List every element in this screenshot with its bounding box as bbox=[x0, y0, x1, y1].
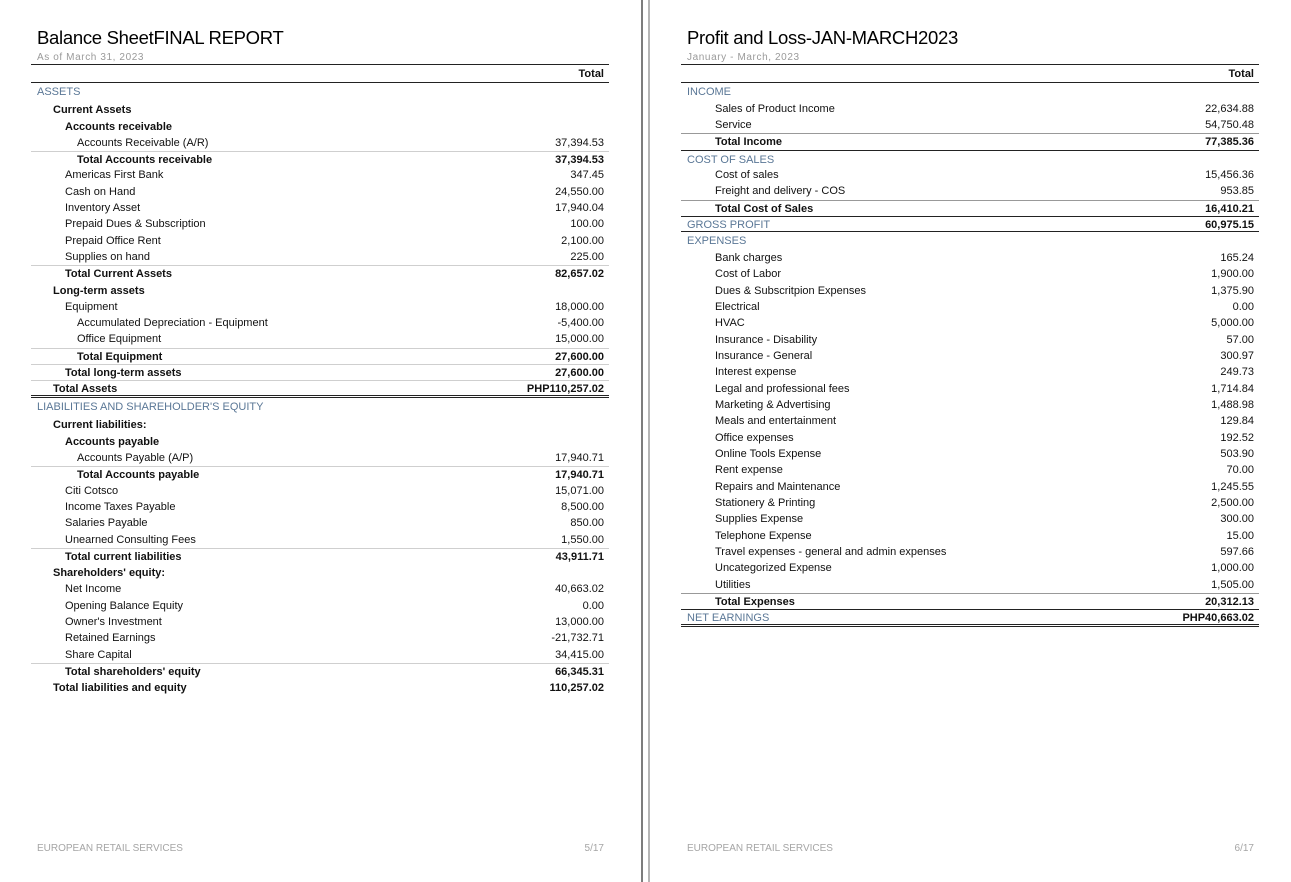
report-row bbox=[31, 532, 609, 548]
report-row bbox=[681, 430, 1259, 446]
report-row bbox=[31, 564, 609, 581]
report-row bbox=[31, 216, 609, 232]
row-amount: 0.00 bbox=[582, 599, 604, 612]
row-label: Inventory Asset bbox=[65, 201, 141, 214]
report-row bbox=[681, 83, 1259, 101]
row-label: Total Income bbox=[715, 136, 783, 149]
row-amount: 225.00 bbox=[570, 250, 604, 263]
row-label: Insurance - General bbox=[715, 349, 813, 362]
row-amount: 110,257.02 bbox=[549, 682, 604, 695]
row-label: Accounts Payable (A/P) bbox=[77, 451, 194, 464]
report-row bbox=[31, 299, 609, 315]
report-row bbox=[31, 282, 609, 299]
report-row bbox=[31, 315, 609, 331]
row-label: Cash on Hand bbox=[65, 185, 136, 198]
footer-page-number: 6/17 bbox=[1234, 843, 1254, 854]
row-amount: 1,900.00 bbox=[1211, 268, 1254, 281]
report-row bbox=[31, 151, 609, 167]
report-row bbox=[681, 462, 1259, 478]
report-row bbox=[681, 446, 1259, 462]
row-label: Prepaid Dues & Subscription bbox=[65, 218, 206, 231]
row-label: Shareholders' equity: bbox=[53, 567, 166, 580]
row-label: Total Equipment bbox=[77, 350, 163, 363]
report-row bbox=[31, 364, 609, 380]
report-row bbox=[681, 167, 1259, 183]
report-row bbox=[31, 499, 609, 515]
row-amount: 249.73 bbox=[1220, 366, 1254, 379]
row-amount: 2,100.00 bbox=[561, 234, 604, 247]
row-label: Dues & Subscritpion Expenses bbox=[715, 284, 867, 297]
profit-loss-rows bbox=[681, 83, 1259, 627]
report-row bbox=[31, 265, 609, 281]
report-row bbox=[31, 348, 609, 364]
report-row bbox=[681, 266, 1259, 282]
report-row bbox=[31, 483, 609, 499]
row-amount: 66,345.31 bbox=[555, 665, 604, 678]
row-amount: 22,634.88 bbox=[1205, 102, 1254, 115]
report-row bbox=[31, 331, 609, 347]
row-amount: 1,714.84 bbox=[1211, 382, 1254, 395]
report-row bbox=[681, 348, 1259, 364]
row-label: Americas First Bank bbox=[65, 169, 164, 182]
row-amount: 60,975.15 bbox=[1205, 219, 1254, 232]
report-row bbox=[31, 101, 609, 118]
row-amount: 43,911.71 bbox=[555, 550, 604, 563]
row-amount: 34,415.00 bbox=[555, 648, 604, 661]
row-label: Accumulated Depreciation - Equipment bbox=[77, 316, 268, 329]
row-label: Utilities bbox=[715, 578, 751, 591]
report-row bbox=[681, 511, 1259, 527]
row-amount: 37,394.53 bbox=[555, 136, 604, 149]
row-label: Salaries Payable bbox=[65, 517, 148, 530]
row-amount: 27,600.00 bbox=[555, 350, 604, 363]
row-label: Legal and professional fees bbox=[715, 382, 850, 395]
report-row bbox=[681, 577, 1259, 593]
row-label: Retained Earnings bbox=[65, 632, 156, 645]
report-row bbox=[681, 528, 1259, 544]
row-amount: 15,456.36 bbox=[1205, 169, 1254, 182]
report-row bbox=[681, 183, 1259, 199]
row-label: Income Taxes Payable bbox=[65, 500, 176, 513]
row-label: Total current liabilities bbox=[65, 550, 182, 563]
row-label: Uncategorized Expense bbox=[715, 562, 832, 575]
row-label: Total liabilities and equity bbox=[53, 682, 187, 695]
report-row bbox=[31, 630, 609, 646]
row-label: Total Cost of Sales bbox=[715, 202, 814, 215]
report-row bbox=[31, 663, 609, 679]
profit-loss-page bbox=[650, 0, 1291, 882]
row-amount: 129.84 bbox=[1220, 415, 1254, 428]
row-label: Telephone Expense bbox=[715, 529, 812, 542]
row-label: Current Assets bbox=[53, 103, 132, 116]
row-label: Total Assets bbox=[53, 383, 118, 396]
page-title: Profit and Loss-JAN-MARCH2023 bbox=[687, 27, 958, 48]
row-label: Total Current Assets bbox=[65, 268, 172, 281]
row-label: LIABILITIES AND SHAREHOLDER'S EQUITY bbox=[37, 401, 264, 414]
report-row bbox=[31, 135, 609, 151]
row-label: HVAC bbox=[715, 317, 745, 330]
row-amount: 57.00 bbox=[1226, 333, 1254, 346]
row-label: Opening Balance Equity bbox=[65, 599, 184, 612]
row-label: Supplies on hand bbox=[65, 250, 151, 263]
row-amount: 15,000.00 bbox=[555, 333, 604, 346]
row-label: Freight and delivery - COS bbox=[715, 185, 846, 198]
report-row bbox=[31, 598, 609, 614]
row-amount: 18,000.00 bbox=[555, 300, 604, 313]
row-label: Cost of Labor bbox=[715, 268, 782, 281]
row-amount: PHP40,663.02 bbox=[1182, 612, 1254, 625]
balance-sheet-page bbox=[0, 0, 641, 882]
row-label: Total long-term assets bbox=[65, 366, 182, 379]
row-label: Electrical bbox=[715, 300, 760, 313]
row-amount: 850.00 bbox=[570, 517, 604, 530]
row-amount: 300.97 bbox=[1220, 349, 1254, 362]
report-row bbox=[681, 283, 1259, 299]
report-row bbox=[681, 544, 1259, 560]
row-label: Rent expense bbox=[715, 464, 783, 477]
row-amount: 17,940.04 bbox=[555, 201, 604, 214]
footer-company: EUROPEAN RETAIL SERVICES bbox=[687, 843, 833, 854]
row-label: Interest expense bbox=[715, 366, 797, 379]
row-amount: 597.66 bbox=[1220, 546, 1254, 559]
report-row bbox=[681, 200, 1259, 216]
report-row bbox=[31, 398, 609, 416]
report-row bbox=[31, 466, 609, 482]
row-label: Total Accounts receivable bbox=[77, 153, 213, 166]
report-row bbox=[681, 495, 1259, 511]
row-amount: -5,400.00 bbox=[557, 316, 604, 329]
page-divider bbox=[641, 0, 650, 882]
row-label: Service bbox=[715, 118, 752, 131]
report-row bbox=[31, 249, 609, 265]
row-amount: 8,500.00 bbox=[561, 500, 604, 513]
row-label: GROSS PROFIT bbox=[687, 219, 771, 232]
report-row bbox=[31, 167, 609, 183]
row-label: Accounts receivable bbox=[65, 120, 172, 133]
report-row bbox=[681, 560, 1259, 576]
profit-loss-table bbox=[681, 64, 1259, 627]
row-label: Net Income bbox=[65, 583, 122, 596]
row-label: Supplies Expense bbox=[715, 513, 804, 526]
report-row bbox=[31, 515, 609, 531]
row-label: Accounts Receivable (A/R) bbox=[77, 136, 209, 149]
row-label: Sales of Product Income bbox=[715, 102, 835, 115]
report-row bbox=[681, 250, 1259, 266]
row-label: Total Expenses bbox=[715, 596, 795, 609]
report-row bbox=[681, 216, 1259, 232]
row-label: Accounts payable bbox=[65, 435, 160, 448]
report-row bbox=[681, 315, 1259, 331]
page-title: Balance SheetFINAL REPORT bbox=[37, 27, 284, 48]
row-amount: 165.24 bbox=[1220, 251, 1254, 264]
row-label: Long-term assets bbox=[53, 284, 145, 297]
balance-sheet-table bbox=[31, 64, 609, 697]
row-amount: 13,000.00 bbox=[555, 615, 604, 628]
row-label: Prepaid Office Rent bbox=[65, 234, 161, 247]
row-amount: 82,657.02 bbox=[555, 268, 604, 281]
row-amount: 37,394.53 bbox=[555, 153, 604, 166]
report-row bbox=[31, 416, 609, 433]
balance-sheet-rows bbox=[31, 83, 609, 697]
report-row bbox=[681, 299, 1259, 315]
report-row bbox=[681, 593, 1259, 609]
row-label: Equipment bbox=[65, 300, 118, 313]
report-row bbox=[31, 614, 609, 630]
row-label: Online Tools Expense bbox=[715, 448, 822, 461]
row-label: Cost of sales bbox=[715, 169, 779, 182]
report-row bbox=[681, 150, 1259, 168]
row-label: Repairs and Maintenance bbox=[715, 480, 841, 493]
report-row bbox=[31, 184, 609, 200]
row-label: NET EARNINGS bbox=[687, 612, 770, 625]
report-row bbox=[31, 83, 609, 101]
report-row bbox=[681, 117, 1259, 133]
row-label: INCOME bbox=[687, 86, 731, 98]
row-label: Total Accounts payable bbox=[77, 469, 200, 482]
row-amount: 192.52 bbox=[1220, 431, 1254, 444]
row-amount: 40,663.02 bbox=[555, 583, 604, 596]
row-label: Stationery & Printing bbox=[715, 497, 816, 510]
report-period: As of March 31, 2023 bbox=[37, 52, 145, 63]
report-row bbox=[681, 332, 1259, 348]
row-label: Insurance - Disability bbox=[715, 333, 818, 346]
report-row bbox=[31, 380, 609, 398]
row-amount: 100.00 bbox=[570, 218, 604, 231]
row-amount: 1,000.00 bbox=[1211, 562, 1254, 575]
row-label: Current liabilities: bbox=[53, 418, 147, 431]
row-label: EXPENSES bbox=[687, 235, 747, 248]
footer-page-number: 5/17 bbox=[584, 843, 604, 854]
report-row bbox=[31, 233, 609, 249]
row-amount: 2,500.00 bbox=[1211, 497, 1254, 510]
row-amount: 15,071.00 bbox=[555, 484, 604, 497]
report-row bbox=[31, 118, 609, 135]
row-label: Bank charges bbox=[715, 251, 783, 264]
row-amount: 347.45 bbox=[570, 169, 604, 182]
row-label: Meals and entertainment bbox=[715, 415, 837, 428]
row-amount: 1,550.00 bbox=[561, 533, 604, 546]
row-amount: 20,312.13 bbox=[1205, 596, 1254, 609]
row-label: Marketing & Advertising bbox=[715, 399, 831, 411]
row-amount: 17,940.71 bbox=[555, 469, 604, 482]
row-label: Citi Cotsco bbox=[65, 484, 119, 497]
footer-company: EUROPEAN RETAIL SERVICES bbox=[37, 843, 183, 854]
row-amount: 15.00 bbox=[1226, 529, 1254, 542]
report-row bbox=[31, 679, 609, 697]
row-label: Office expenses bbox=[715, 431, 794, 444]
row-amount: 27,600.00 bbox=[555, 366, 604, 379]
report-row bbox=[681, 101, 1259, 117]
row-amount: 1,245.55 bbox=[1211, 480, 1254, 493]
report-row bbox=[31, 647, 609, 663]
row-amount: 953.85 bbox=[1220, 185, 1254, 198]
report-period: January - March, 2023 bbox=[687, 52, 800, 63]
row-label: ASSETS bbox=[37, 86, 81, 98]
report-row bbox=[681, 364, 1259, 380]
row-amount: 70.00 bbox=[1226, 464, 1254, 477]
report-row bbox=[681, 133, 1259, 149]
report-row bbox=[681, 609, 1259, 627]
row-label: Unearned Consulting Fees bbox=[65, 533, 196, 546]
row-amount: 5,000.00 bbox=[1211, 317, 1254, 330]
row-amount: 54,750.48 bbox=[1205, 118, 1254, 131]
row-amount: 0.00 bbox=[1232, 300, 1254, 313]
report-row bbox=[681, 381, 1259, 397]
row-label: Office Equipment bbox=[77, 333, 162, 346]
row-label: Total shareholders' equity bbox=[65, 665, 201, 678]
report-row bbox=[31, 200, 609, 216]
row-amount: 1,505.00 bbox=[1211, 578, 1254, 591]
row-amount: 16,410.21 bbox=[1205, 202, 1254, 215]
report-row bbox=[681, 479, 1259, 495]
row-amount: 503.90 bbox=[1220, 448, 1254, 461]
report-row bbox=[681, 232, 1259, 250]
row-amount: 17,940.71 bbox=[555, 451, 604, 464]
row-amount: 1,375.90 bbox=[1211, 284, 1254, 297]
report-row bbox=[31, 450, 609, 466]
report-row bbox=[31, 548, 609, 564]
report-row bbox=[31, 581, 609, 597]
row-label: Share Capital bbox=[65, 648, 132, 661]
row-amount: 1,488.98 bbox=[1211, 399, 1254, 411]
row-label: Travel expenses - general and admin expenses bbox=[715, 546, 947, 559]
column-header-total: Total bbox=[681, 64, 1259, 83]
report-row bbox=[681, 413, 1259, 429]
row-amount: 300.00 bbox=[1220, 513, 1254, 526]
row-label: Owner's Investment bbox=[65, 615, 162, 628]
report-row bbox=[681, 397, 1259, 413]
row-label: COST OF SALES bbox=[687, 153, 775, 166]
row-amount: 24,550.00 bbox=[555, 185, 604, 198]
row-amount: 77,385.36 bbox=[1205, 136, 1254, 149]
row-amount: PHP110,257.02 bbox=[526, 383, 604, 396]
report-row bbox=[31, 433, 609, 450]
row-amount: -21,732.71 bbox=[551, 632, 604, 645]
column-header-total: Total bbox=[31, 64, 609, 83]
